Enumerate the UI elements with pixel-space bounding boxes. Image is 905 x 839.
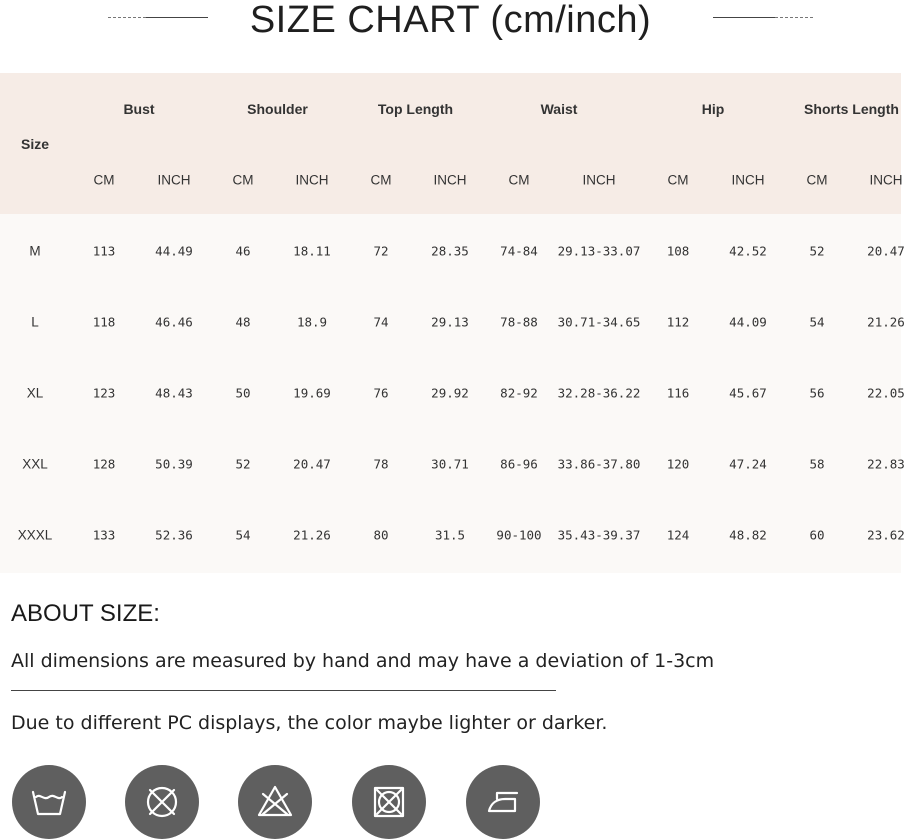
hand-wash-icon [12, 765, 86, 839]
table-cell: 20.47 [293, 456, 331, 472]
group-header: Bust [123, 101, 155, 117]
table-cell: 48.43 [155, 385, 193, 401]
unit-header-inch: INCH [731, 172, 765, 188]
table-cell: 54 [235, 527, 251, 543]
table-cell: 46 [235, 243, 251, 259]
table-cell: 18.9 [296, 314, 328, 330]
table-cell: 74 [373, 314, 389, 330]
table-cell: 58 [809, 456, 825, 472]
size-column-header: Size [20, 136, 50, 152]
divider [11, 690, 556, 691]
unit-header-cm: CM [370, 172, 392, 188]
table-cell: 28.35 [431, 243, 469, 259]
table-cell: 33.86-37.80 [557, 456, 641, 472]
table-cell: 22.83 [867, 456, 905, 472]
unit-header-cm: CM [806, 172, 828, 188]
table-cell: 128 [92, 456, 116, 472]
table-cell: 45.67 [729, 385, 767, 401]
color-note: Due to different PC displays, the color maybe lighter or darker. [11, 712, 608, 734]
do-not-tumble-dry-icon [352, 765, 426, 839]
table-header-bg [0, 73, 901, 214]
table-cell: 21.26 [293, 527, 331, 543]
table-cell: 72 [373, 243, 389, 259]
unit-header-inch: INCH [582, 172, 616, 188]
table-cell: 30.71 [431, 456, 469, 472]
unit-header-cm: CM [667, 172, 689, 188]
table-cell: 86-96 [500, 456, 538, 472]
table-cell: 29.13 [431, 314, 469, 330]
table-cell: 21.26 [867, 314, 905, 330]
table-cell: 54 [809, 314, 825, 330]
table-cell: 42.52 [729, 243, 767, 259]
table-cell: 60 [809, 527, 825, 543]
table-cell: 29.13-33.07 [557, 243, 641, 259]
page-title: SIZE CHART (cm/inch) [249, 0, 652, 41]
table-cell: 23.62 [867, 527, 905, 543]
iron-icon [466, 765, 540, 839]
table-cell: 30.71-34.65 [557, 314, 641, 330]
table-cell: 52 [235, 456, 251, 472]
measurement-note: All dimensions are measured by hand and may have a deviation of 1-3cm [11, 650, 715, 672]
table-cell: 108 [666, 243, 690, 259]
table-cell: 78-88 [500, 314, 538, 330]
table-cell: 123 [92, 385, 116, 401]
size-cell: XL [26, 385, 44, 401]
table-cell: 133 [92, 527, 116, 543]
table-cell: 47.24 [729, 456, 767, 472]
title-bar [0, 0, 901, 60]
do-not-wash-icon [125, 765, 199, 839]
size-cell: L [31, 314, 39, 330]
table-cell: 18.11 [293, 243, 331, 259]
table-cell: 90-100 [496, 527, 542, 543]
table-cell: 31.5 [434, 527, 466, 543]
group-header: Shoulder [247, 101, 308, 117]
unit-header-cm: CM [232, 172, 254, 188]
group-header: Top Length [377, 101, 454, 117]
group-header: Hip [701, 101, 725, 117]
table-cell: 52.36 [155, 527, 193, 543]
table-cell: 112 [666, 314, 690, 330]
table-cell: 50 [235, 385, 251, 401]
unit-header-cm: CM [93, 172, 115, 188]
unit-header-cm: CM [508, 172, 530, 188]
size-cell: M [29, 243, 41, 259]
table-cell: 50.39 [155, 456, 193, 472]
table-cell: 116 [666, 385, 690, 401]
table-cell: 46.46 [155, 314, 193, 330]
table-cell: 29.92 [431, 385, 469, 401]
title-deco-right-dash [775, 17, 813, 18]
unit-header-inch: INCH [157, 172, 191, 188]
group-header: Shorts Length [804, 101, 899, 117]
table-cell: 118 [92, 314, 116, 330]
table-cell: 113 [92, 243, 116, 259]
table-cell: 48.82 [729, 527, 767, 543]
size-cell: XXL [22, 456, 48, 472]
table-cell: 44.09 [729, 314, 767, 330]
size-cell: XXXL [17, 527, 53, 543]
unit-header-inch: INCH [869, 172, 903, 188]
table-cell: 32.28-36.22 [557, 385, 641, 401]
table-cell: 19.69 [293, 385, 331, 401]
table-cell: 44.49 [155, 243, 193, 259]
table-cell: 124 [666, 527, 690, 543]
table-cell: 22.05 [867, 385, 905, 401]
table-cell: 74-84 [500, 243, 538, 259]
table-cell: 20.47 [867, 243, 905, 259]
title-deco-right-line [713, 17, 775, 18]
size-chart-table [0, 73, 905, 573]
unit-header-inch: INCH [295, 172, 329, 188]
table-cell: 78 [373, 456, 389, 472]
table-cell: 120 [666, 456, 690, 472]
table-cell: 82-92 [500, 385, 538, 401]
table-cell: 52 [809, 243, 825, 259]
table-cell: 48 [235, 314, 251, 330]
about-size-heading: ABOUT SIZE: [11, 600, 160, 627]
unit-header-inch: INCH [433, 172, 467, 188]
group-header: Waist [540, 101, 578, 117]
table-cell: 35.43-39.37 [557, 527, 641, 543]
do-not-bleach-icon [238, 765, 312, 839]
table-cell: 76 [373, 385, 389, 401]
table-cell: 80 [373, 527, 389, 543]
table-cell: 56 [809, 385, 825, 401]
